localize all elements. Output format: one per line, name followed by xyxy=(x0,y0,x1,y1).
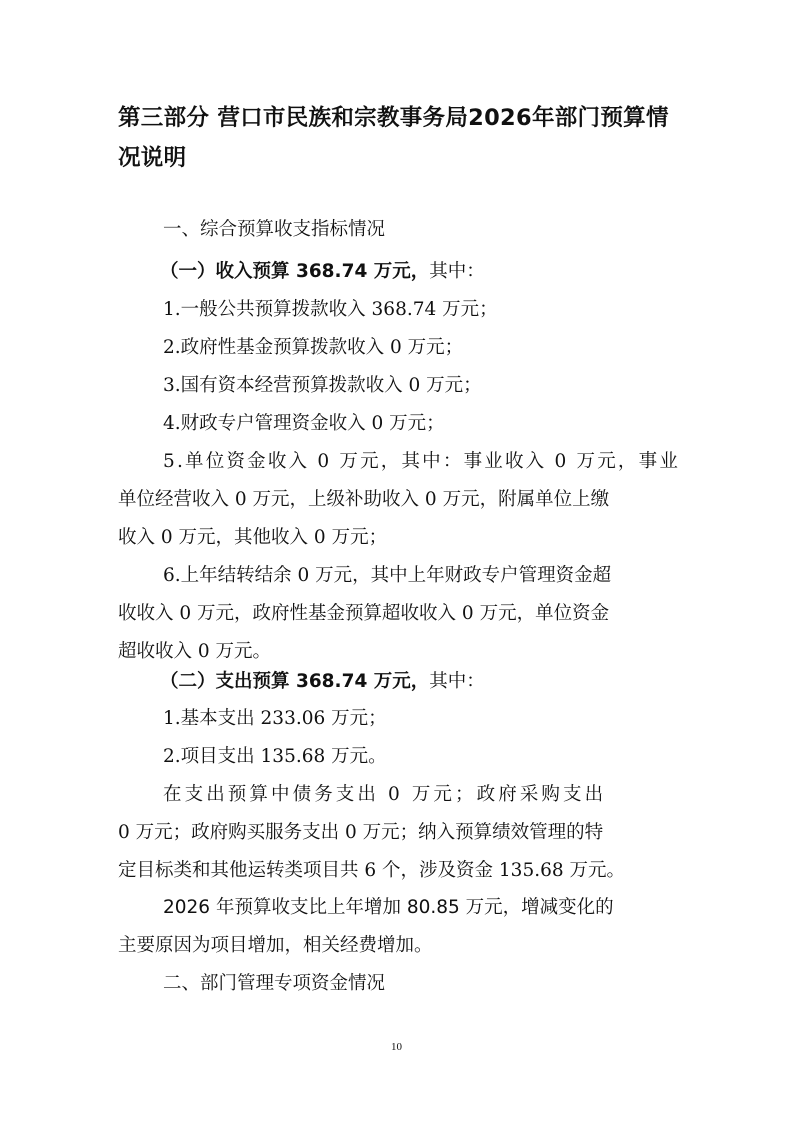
document-title-line-1: 第三部分 营口市民族和宗教事务局2026年部门预算情 xyxy=(118,105,669,131)
income-item-4: 4.财政专户管理资金收入 0 万元； xyxy=(163,413,445,434)
income-item-1: 1.一般公共预算拨款收入 368.74 万元； xyxy=(163,299,498,320)
income-item-5-line-2: 单位经营收入 0 万元，上级补助收入 0 万元，附属单位上缴 xyxy=(118,489,610,510)
expense-note-line-2: 0 万元；政府购买服务支出 0 万元；纳入预算绩效管理的特 xyxy=(118,822,604,843)
document-title-line-2: 况说明 xyxy=(118,145,187,171)
expense-item-1: 1.基本支出 233.06 万元； xyxy=(163,708,387,729)
page-number: 10 xyxy=(391,1041,402,1053)
expense-heading xyxy=(160,667,485,697)
income-item-6-line-2: 收收入 0 万元，政府性基金预算超收收入 0 万元，单位资金 xyxy=(118,603,610,624)
section-1-heading: 一、综合预算收支指标情况 xyxy=(163,219,386,240)
section-2-heading: 二、部门管理专项资金情况 xyxy=(163,973,386,994)
expense-heading-bold: （二）支出预算 368.74 万元， xyxy=(160,671,430,692)
income-item-6-line-1: 6.上年结转结余 0 万元，其中上年财政专户管理资金超 xyxy=(163,565,612,586)
income-item-5-line-1: 5.单位资金收入 0 万元，其中：事业收入 0 万元，事业 xyxy=(163,451,681,472)
income-item-6-line-3: 超收收入 0 万元。 xyxy=(118,641,272,662)
income-item-2: 2.政府性基金预算拨款收入 0 万元； xyxy=(163,337,464,358)
income-heading xyxy=(160,257,485,287)
income-item-3: 3.国有资本经营预算拨款收入 0 万元； xyxy=(163,375,482,396)
expense-heading-rest: 其中： xyxy=(429,671,485,692)
expense-item-2: 2.项目支出 135.68 万元。 xyxy=(163,746,387,767)
change-line-2: 主要原因为项目增加，相关经费增加。 xyxy=(118,935,433,956)
expense-note-line-3: 定目标类和其他运转类项目共 6 个，涉及资金 135.68 万元。 xyxy=(118,860,626,881)
income-item-5-line-3: 收入 0 万元，其他收入 0 万元； xyxy=(118,527,388,548)
income-heading-rest: 其中： xyxy=(429,261,485,282)
income-heading-bold: （一）收入预算 368.74 万元， xyxy=(160,261,430,282)
expense-note-line-1: 在支出预算中债务支出 0 万元；政府采购支出 xyxy=(163,784,607,805)
change-line-1: 2026 年预算收支比上年增加 80.85 万元，增减变化的 xyxy=(163,897,614,918)
